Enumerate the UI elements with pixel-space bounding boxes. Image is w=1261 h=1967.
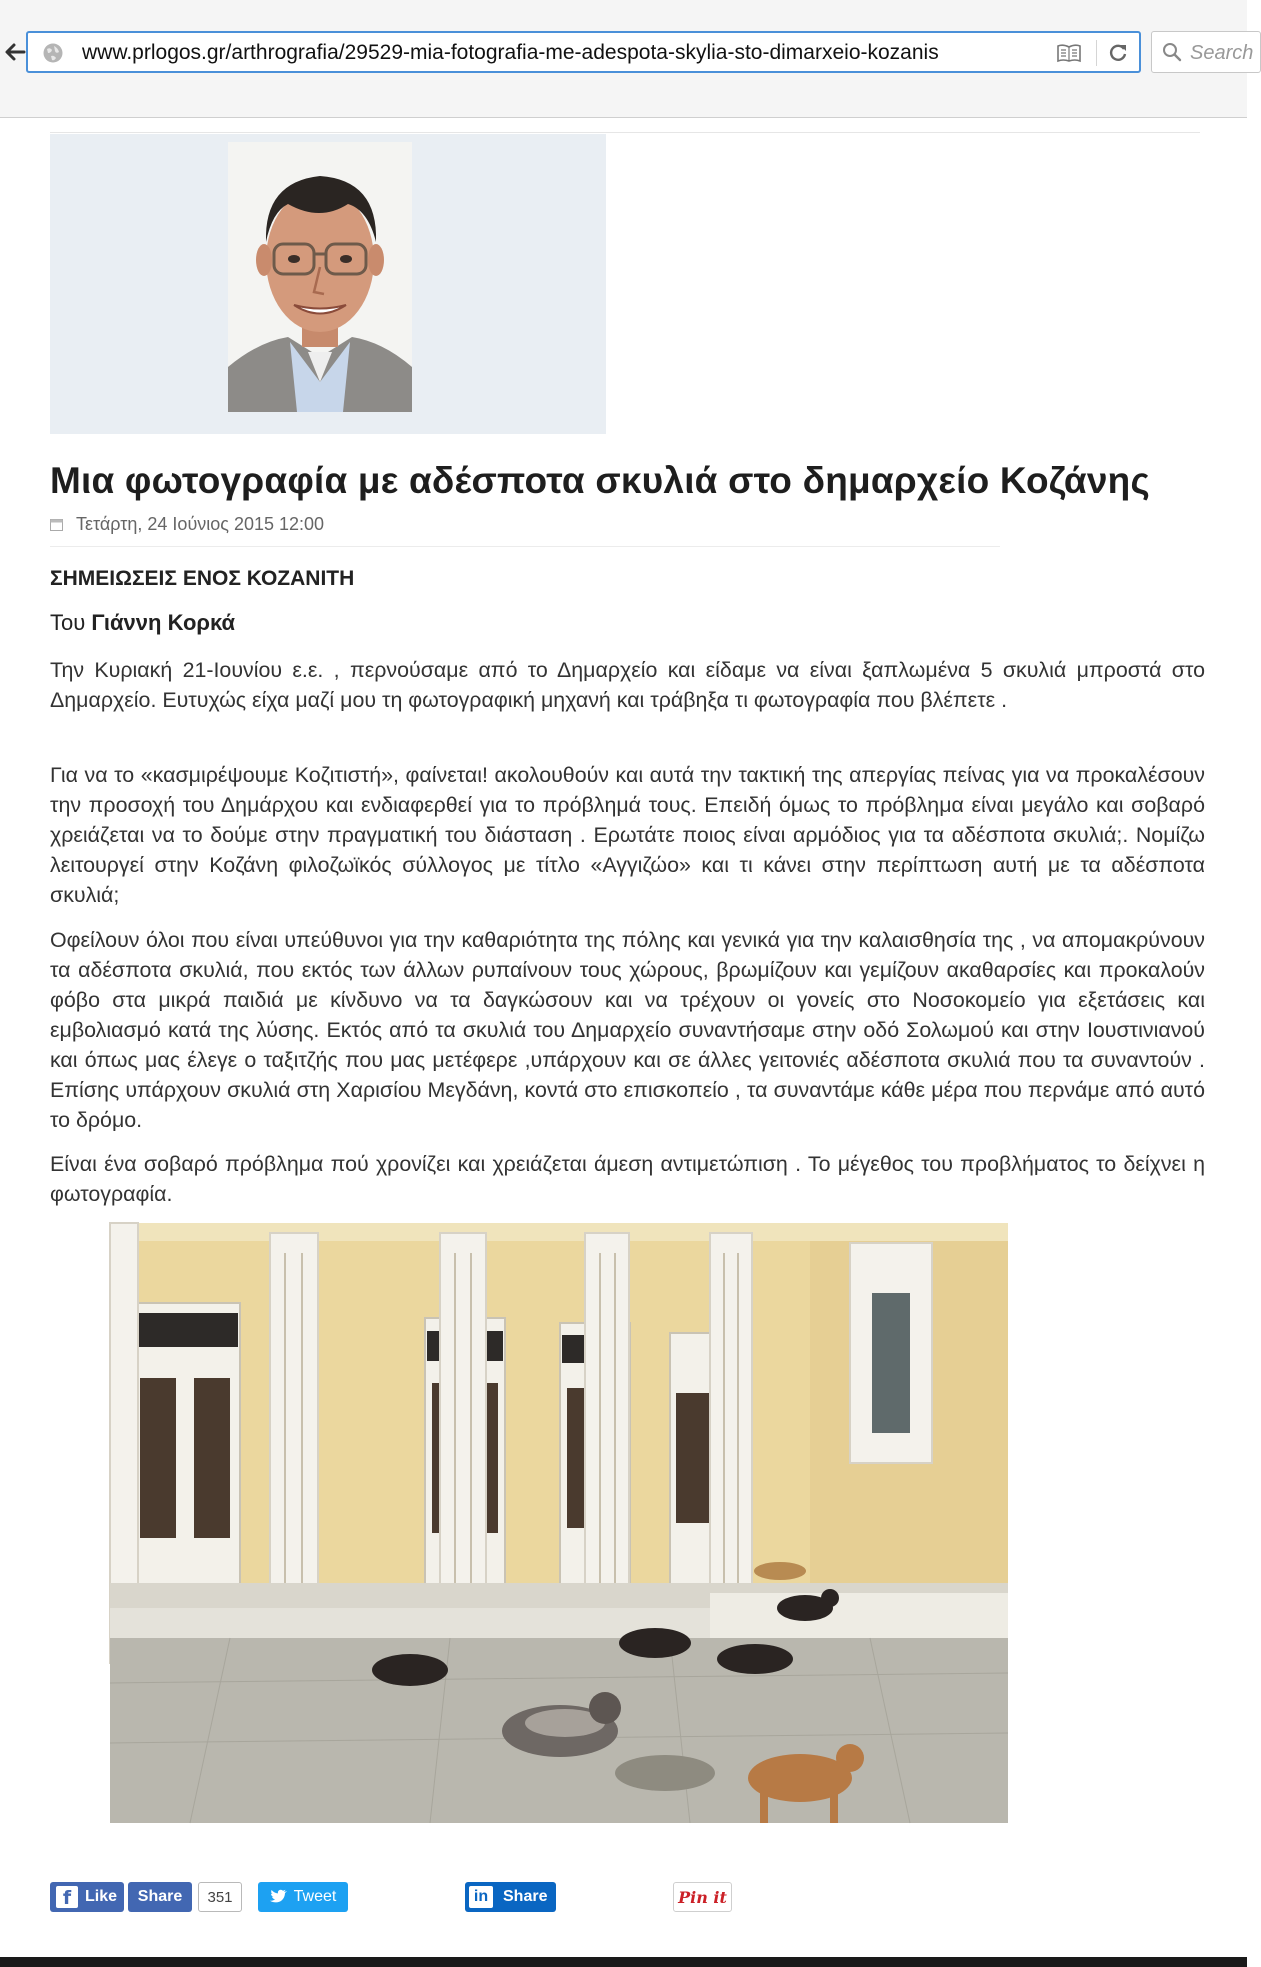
linkedin-icon: in <box>469 1886 493 1908</box>
author-portrait <box>228 142 412 412</box>
facebook-like-button[interactable] <box>50 1882 124 1912</box>
back-arrow-icon <box>2 39 28 65</box>
browser-toolbar <box>0 0 1254 118</box>
twitter-bird-icon <box>270 1889 288 1905</box>
url-text[interactable]: www.prlogos.gr/arthrografia/29529-mia-fotografia-me-adespota-skylia-sto-dimarxeio-kozanis <box>82 41 939 64</box>
facebook-icon: f <box>56 1886 78 1908</box>
article-date <box>50 514 324 535</box>
reader-view-icon[interactable] <box>1057 43 1081 63</box>
linkedin-share-button[interactable] <box>465 1882 556 1912</box>
article-title: Μια φωτογραφία με αδέσποτα σκυλιά στο δημαρχείο Κοζάνης <box>50 460 1150 501</box>
globe-icon <box>42 42 64 64</box>
search-placeholder: Search <box>1190 42 1254 64</box>
divider <box>50 546 1000 547</box>
tweet-label: Tweet <box>293 1888 337 1905</box>
article-photo <box>110 1223 1008 1823</box>
article-kicker: ΣΗΜΕΙΩΣΕΙΣ ΕΝΟΣ ΚΟΖΑΝΙΤΗ <box>50 567 355 590</box>
facebook-share-count: 351 <box>198 1882 242 1912</box>
article-byline <box>50 610 235 636</box>
byline-prefix: Του <box>50 610 92 635</box>
url-separator <box>1096 40 1097 66</box>
facebook-like-label: Like <box>85 1888 118 1905</box>
reload-icon[interactable] <box>1107 42 1129 64</box>
article-paragraph: Για να το «κασμιρέψουμε Κοζιτιστή», φαίνεται! ακολουθούν και αυτά την τακτική της απεργίας πείνας για να προκαλέσουν την προσοχή του Δημάρχου και ενδιαφερθεί για το πρόβλημά τους. Επειδή όμως το πρόβλημα είναι μεγάλο και σοβαρό χρειάζεται να το δούμε στην πραγματική του διάσταση . Ερωτάτε ποιος είναι αρμόδιος για τα αδέσποτα σκυλιά;. Νομίζω λειτουργεί στην Κοζάνη φιλοζωϊκός σύλλογος με τίτλο «Αγγιζώο» και τι κάνει στην περίπτωση αυτή με τα αδέσποτα σκυλιά; <box>50 763 1205 907</box>
pinterest-pin-button[interactable]: Pin it <box>673 1882 732 1912</box>
linkedin-share-label: Share <box>503 1888 548 1905</box>
article-paragraph: Είναι ένα σοβαρό πρόβλημα πού χρονίζει και χρειάζεται άμεση αντιμετώπιση . Το μέγεθος του προβλήματος το δείχνει η φωτογραφία. <box>50 1152 1205 1206</box>
article-paragraph: Την Κυριακή 21-Ιουνίου ε.ε. , περνούσαμε από το Δημαρχείο και είδαμε να είναι ξαπλωμένα 5 σκυλιά μπροστά στο Δημαρχείο. Ευτυχώς είχα μαζί μου τη φωτογραφική μηχανή και τράβηξα τι φωτογραφία που βλέπετε . <box>50 658 1205 712</box>
article-paragraph: Οφείλουν όλοι που είναι υπεύθυνοι για την καθαριότητα της πόλης και γενικά για την καλαισθησία της , να απομακρύνουν τα αδέσποτα σκυλιά, που εκτός των άλλων ρυπαίνουν τους χώρους, βρωμίζουν και γεμίζουν ακαθαρσίες και προκαλούν φόβο στα μικρά παιδιά με κίνδυνο να τα δαγκώσουν και να τρέχουν οι γονείς στο Νοσοκομείο για εξετάσεις και εμβολιασμό κατά της λύσης. Εκτός από τα σκυλιά του Δημαρχείο συναντήσαμε στην οδό Σολωμού και στην Ιουστινιανού και όπως μας έλεγε ο ταξιτζής που μας μετέφερε ,υπάρχουν και σε άλλες γειτονιές αδέσποτα σκυλιά που τα συναντούν . Επίσης υπάρχουν σκυλιά στη Χαρισίου Μεγδάνη, κοντά στο επισκοπείο , τα συναντάμε κάθε μέρα που περνάμε από αυτό το δρόμο. <box>50 928 1205 1132</box>
facebook-share-label: Share <box>137 1888 183 1905</box>
byline-author: Γιάννη Κορκά <box>91 610 236 635</box>
article-date-text: Τετάρτη, 24 Ιούνιος 2015 12:00 <box>76 514 325 534</box>
window-bottom-edge <box>0 1957 1247 1967</box>
divider <box>50 132 1200 133</box>
calendar-icon <box>50 518 63 531</box>
search-icon <box>1162 42 1182 62</box>
facebook-share-button[interactable] <box>128 1882 192 1912</box>
search-bar[interactable] <box>1151 31 1261 73</box>
tweet-button[interactable] <box>258 1882 348 1912</box>
url-bar[interactable] <box>26 31 1141 73</box>
